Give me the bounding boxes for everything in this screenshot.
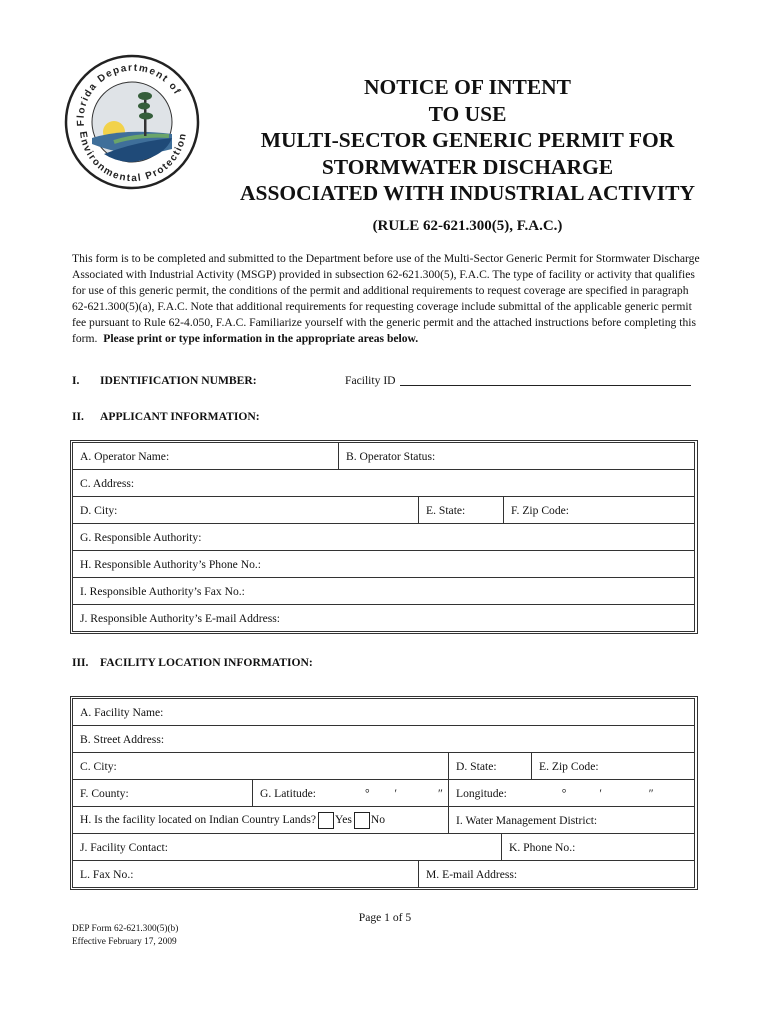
operator-status-field[interactable]: B. Operator Status: — [339, 443, 695, 470]
intro-paragraph — [72, 251, 702, 348]
section-2-label: APPLICANT INFORMATION: — [100, 410, 260, 423]
applicant-city-field[interactable]: D. City: — [73, 497, 419, 524]
applicant-state-field[interactable]: E. State: — [419, 497, 504, 524]
section-1-number: I. — [72, 374, 80, 387]
facility-phone-field[interactable]: K. Phone No.: — [502, 834, 695, 861]
intro-bold-instruction: Please print or type information in the appropriate areas below. — [103, 332, 419, 346]
facility-fax-field[interactable]: L. Fax No.: — [73, 861, 419, 888]
title-line-2: TO USE — [428, 101, 507, 126]
no-label: No — [370, 812, 386, 826]
section-3-number: III. — [72, 656, 89, 669]
rule-reference: (RULE 62-621.300(5), F.A.C.) — [372, 217, 563, 234]
page-number: Page 1 of 5 — [358, 911, 412, 924]
facility-contact-field[interactable]: J. Facility Contact: — [73, 834, 502, 861]
operator-name-field[interactable]: A. Operator Name: — [73, 443, 339, 470]
logo-bottom-text: Environmental Protection — [76, 130, 190, 185]
longitude-second-symbol: ″ — [648, 786, 654, 800]
title-line-4: STORMWATER DISCHARGE — [321, 154, 614, 179]
title-line-5: ASSOCIATED WITH INDUSTRIAL ACTIVITY — [239, 181, 696, 205]
title-line-1: NOTICE OF INTENT — [363, 75, 572, 99]
dep-seal-logo — [64, 54, 200, 190]
section-1-label: IDENTIFICATION NUMBER: — [100, 374, 257, 387]
responsible-authority-phone-field[interactable]: H. Responsible Authority’s Phone No.: — [73, 551, 695, 578]
yes-label: Yes — [335, 812, 352, 826]
section-2-heading — [72, 410, 260, 423]
facility-name-field[interactable]: A. Facility Name: — [73, 699, 695, 726]
footer-form-number: DEP Form 62-621.300(5)(b) — [72, 924, 179, 934]
facility-street-field[interactable]: B. Street Address: — [73, 726, 695, 753]
latitude-label: G. Latitude: — [260, 786, 317, 800]
responsible-authority-field[interactable]: G. Responsible Authority: — [73, 524, 695, 551]
facility-latitude-field[interactable] — [253, 780, 449, 807]
section-3-heading — [72, 656, 313, 669]
responsible-authority-fax-field[interactable]: I. Responsible Authority’s Fax No.: — [73, 578, 695, 605]
latitude-degree-symbol: ° — [364, 786, 370, 800]
logo-top-text: Florida Department of — [75, 62, 183, 127]
indian-country-label: H. Is the facility located on Indian Country Lands? — [80, 812, 316, 826]
footer-effective-date: Effective February 17, 2009 — [72, 936, 177, 947]
facility-id-field[interactable] — [400, 385, 691, 386]
latitude-second-symbol: ″ — [437, 786, 443, 800]
indian-country-question — [73, 807, 449, 834]
facility-state-field[interactable]: D. State: — [449, 753, 532, 780]
form-footer — [72, 923, 178, 948]
facility-county-field[interactable]: F. County: — [73, 780, 253, 807]
title-line-3: MULTI-SECTOR GENERIC PERMIT FOR — [260, 128, 675, 152]
facility-zip-field[interactable]: E. Zip Code: — [532, 753, 695, 780]
longitude-label: Longitude: — [456, 786, 507, 800]
longitude-minute-symbol: ′ — [599, 786, 602, 800]
latitude-minute-symbol: ′ — [394, 786, 398, 800]
intro-text: This form is to be completed and submitted to the Department before use of the Multi-Sector Generic Permit for Stormwater Discharge Associated with Industrial Activity (MSGP) provided in subsection 62-621.300(5), F.A.C. The type of facility or activity that qualifies for use of this generic permit, the conditions of the permit and additional requirements to request coverage are specified in paragraph 62-621.300(5)(a), F.A.C. Note that additional requirements for requesting coverage include submittal of the applicable generic permit fee pursuant to Rule 62-4.050, F.A.C. Familiarize yourself with the generic permit and the attached instructions before completing this form. — [72, 252, 700, 346]
longitude-degree-symbol: ° — [561, 786, 567, 800]
applicant-zip-field[interactable]: F. Zip Code: — [504, 497, 695, 524]
facility-email-field[interactable]: M. E-mail Address: — [419, 861, 695, 888]
indian-country-yes-checkbox[interactable] — [318, 812, 334, 829]
indian-country-no-checkbox[interactable] — [354, 812, 370, 829]
section-2-number: II. — [72, 410, 84, 423]
form-title — [205, 74, 730, 236]
section-1-heading — [72, 374, 257, 387]
facility-info-table — [72, 698, 695, 888]
facility-id-label: Facility ID — [345, 374, 396, 387]
water-management-district-field[interactable]: I. Water Management District: — [449, 807, 695, 834]
applicant-address-field[interactable]: C. Address: — [73, 470, 695, 497]
applicant-info-table — [72, 442, 695, 632]
facility-longitude-field[interactable] — [449, 780, 695, 807]
responsible-authority-email-field[interactable]: J. Responsible Authority’s E-mail Address: — [73, 605, 695, 632]
section-3-label: FACILITY LOCATION INFORMATION: — [100, 656, 313, 669]
facility-city-field[interactable]: C. City: — [73, 753, 449, 780]
